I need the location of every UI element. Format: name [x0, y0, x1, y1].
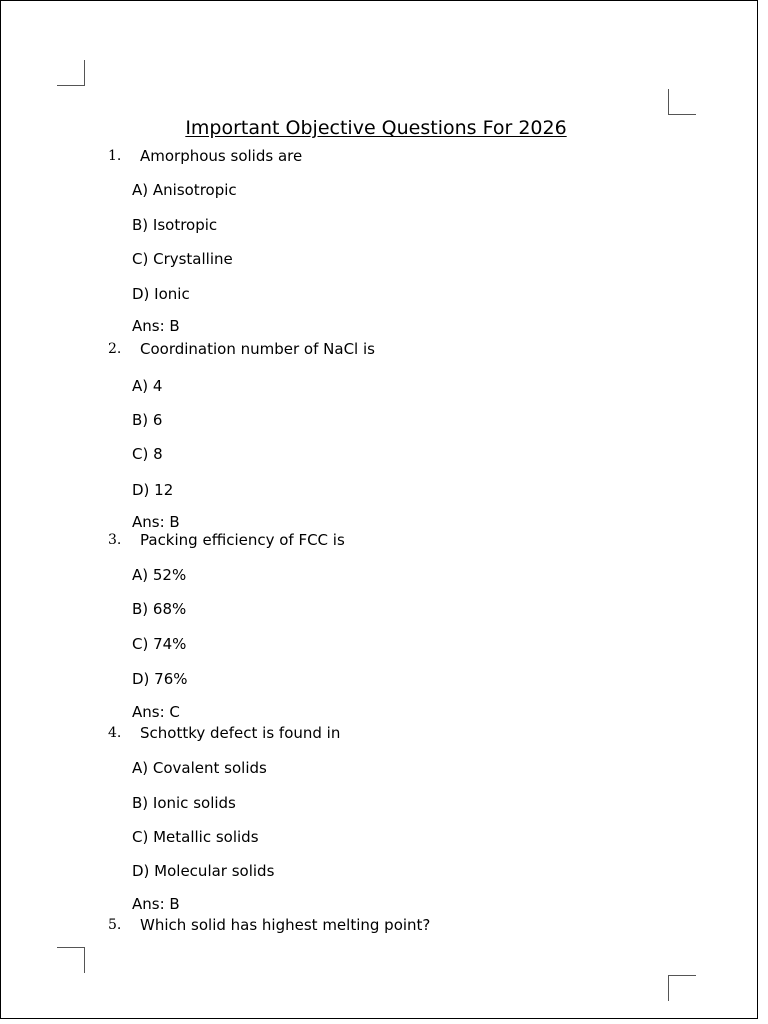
crop-mark-top-right: [668, 89, 696, 115]
option-c: C) 8: [132, 445, 163, 463]
question-text: Coordination number of NaCl is: [140, 340, 375, 358]
crop-mark-bottom-left: [57, 947, 85, 973]
option-b: B) 68%: [132, 600, 187, 618]
question-number: 4.: [108, 725, 122, 741]
option-b: B) Ionic solids: [132, 794, 236, 812]
question-number: 1.: [108, 148, 122, 164]
question-text: Amorphous solids are: [140, 147, 303, 165]
option-a: A) Anisotropic: [132, 181, 237, 199]
question-text: Schottky defect is found in: [140, 724, 341, 742]
answer-line: Ans: B: [132, 895, 180, 913]
option-a: A) 4: [132, 377, 163, 395]
option-c: C) Crystalline: [132, 250, 233, 268]
option-d: D) Molecular solids: [132, 862, 275, 880]
option-d: D) 76%: [132, 670, 188, 688]
option-a: A) 52%: [132, 566, 187, 584]
question-number: 2.: [108, 341, 122, 357]
question-text: Packing efficiency of FCC is: [140, 531, 345, 549]
option-a: A) Covalent solids: [132, 759, 267, 777]
option-b: B) Isotropic: [132, 216, 218, 234]
crop-mark-top-left: [57, 60, 85, 86]
crop-mark-bottom-right: [668, 975, 696, 1001]
option-c: C) 74%: [132, 635, 187, 653]
question-text: Which solid has highest melting point?: [140, 916, 431, 934]
option-c: C) Metallic solids: [132, 828, 259, 846]
option-d: D) 12: [132, 481, 174, 499]
option-b: B) 6: [132, 411, 163, 429]
question-number: 5.: [108, 917, 122, 933]
option-d: D) Ionic: [132, 285, 190, 303]
page-title: Important Objective Questions For 2026: [185, 117, 567, 139]
answer-line: Ans: B: [132, 317, 180, 335]
question-number: 3.: [108, 532, 122, 548]
answer-line: Ans: B: [132, 513, 180, 531]
answer-line: Ans: C: [132, 703, 180, 721]
